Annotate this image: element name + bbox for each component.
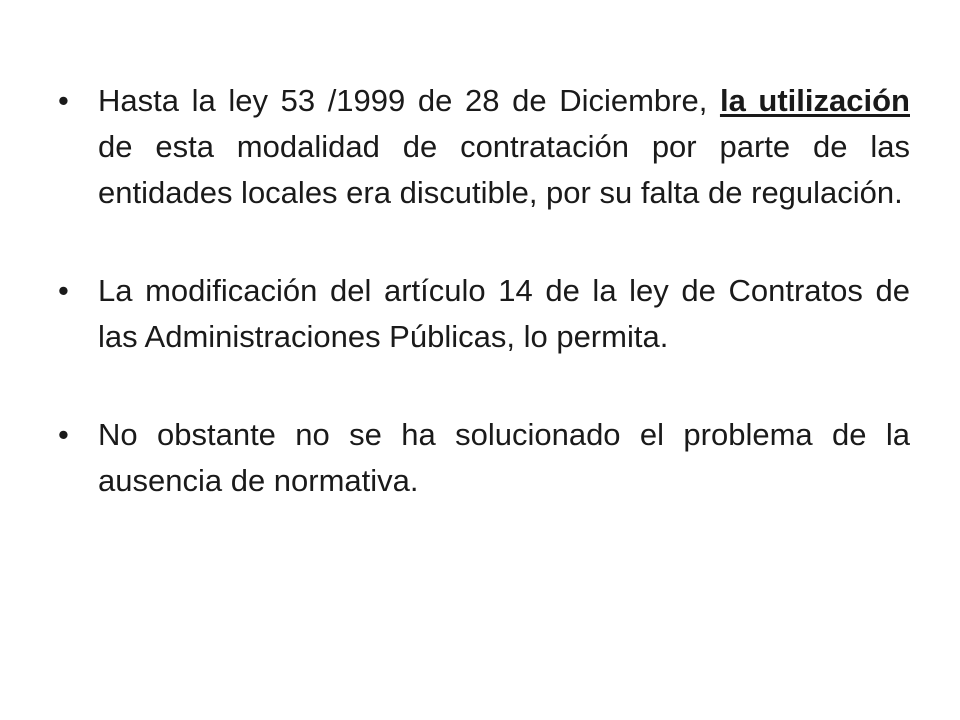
bullet-text-1-before: Hasta la ley 53 /1999 de 28 de Diciembre, (98, 83, 720, 118)
bullet-text-3: No obstante no se ha solucionado el problema de la ausencia de normativa. (98, 417, 910, 498)
bullet-item-1 (58, 78, 910, 216)
bullet-text-1-after: de esta modalidad de contratación por parte de las entidades locales era discutible, por su falta de regulación. (98, 129, 910, 210)
bullet-item-2 (58, 268, 910, 360)
bullet-item-3 (58, 412, 910, 504)
bullet-icon: • (58, 417, 69, 452)
bullet-text-2: La modificación del artículo 14 de la ley de Contratos de las Administraciones Públicas, lo permita. (98, 273, 910, 354)
bullet-icon: • (58, 273, 69, 308)
bullet-icon: • (58, 83, 69, 118)
bullet-list (58, 78, 910, 504)
bullet-text-1-emphasis: la utilización (719, 83, 910, 118)
